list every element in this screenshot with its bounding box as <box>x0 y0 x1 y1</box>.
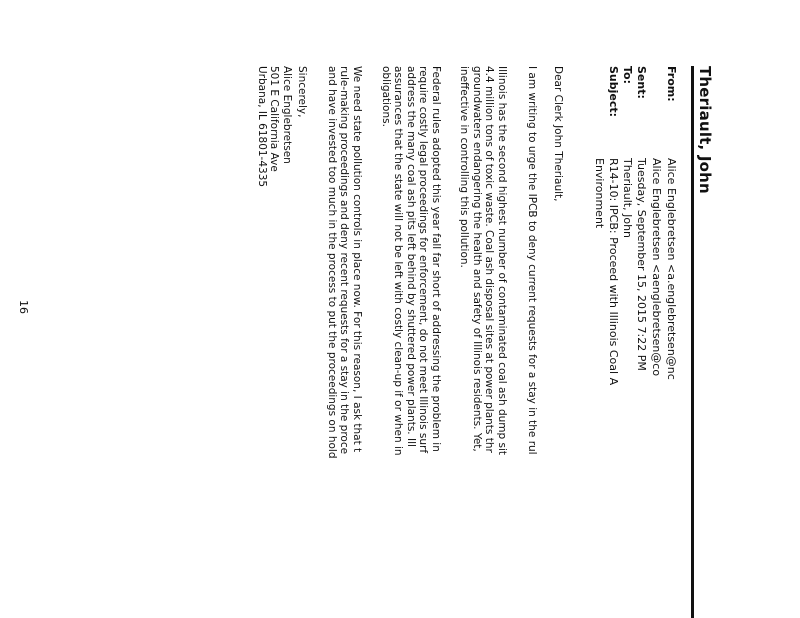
subject-value: R14-10: IPCB: Proceed with Illinois Coal A <box>607 158 620 386</box>
paragraph-3 <box>380 66 443 618</box>
signature-line: 501 E California Ave <box>268 66 281 172</box>
paragraph-line: and have invested too much in the process to put the proceedings on hold <box>326 66 338 459</box>
sent-label: Sent: <box>635 66 648 99</box>
paragraph-line: assurances that the state will not be left with costly clean-up if or when in <box>392 66 405 456</box>
to-label: To: <box>621 66 634 84</box>
paragraph-2 <box>458 66 508 618</box>
subject-value-2: Environment <box>593 158 606 229</box>
signature-block <box>256 66 294 618</box>
closing: Sincerely, <box>296 66 308 118</box>
paragraph-line: groundwaters endangering the health and safety of Illinois residents. Yet, <box>471 66 483 452</box>
paragraph-line: address the many coal ash pits left behind by shuttered power plants. Ill <box>405 66 417 447</box>
paragraph-line: ineffective in controlling this pollution. <box>458 66 471 268</box>
paragraph-line: require costly legal proceedings for enforcement, do not meet Illinois surf <box>417 66 430 454</box>
greeting: Dear Clerk John Theriault, <box>552 66 564 202</box>
paragraph-line: Federal rules adopted this year fall far short of addressing the problem in <box>430 66 442 452</box>
from-label: From: <box>665 66 678 102</box>
paragraph-line: obligations. <box>380 66 392 127</box>
to-value: Theriault, John <box>621 158 634 239</box>
from-value-2: Alice Englebretsen <aenglebretsen@co <box>650 158 663 377</box>
paragraph-line: Illinois has the second highest number of contaminated coal ash dump sit <box>496 66 508 456</box>
signature-line: Alice Englebretsen <box>281 66 293 164</box>
paragraph-line: 4.4 million tons of toxic waste. Coal ash disposal sites at power plants thr <box>483 66 496 453</box>
paragraph-1: I am writing to urge the IPCB to deny current requests for a stay in the rul <box>526 66 538 455</box>
page-number: 16 <box>17 300 30 314</box>
paragraph-line: rule-making proceedings and deny recent requests for a stay in the proce <box>338 66 351 455</box>
paragraph-4 <box>326 66 364 618</box>
sent-value: Tuesday, September 15, 2015 7:22 PM <box>635 158 648 371</box>
signature-line: Urbana, IL 61801-4335 <box>256 66 268 188</box>
recipient-name-heading: Theriault, John <box>696 66 714 194</box>
from-value: Alice Englebretsen <a.englebretsen@nc <box>665 158 678 380</box>
paragraph-line: We need state pollution controls in place now. For this reason, I ask that t <box>351 66 363 453</box>
subject-label: Subject: <box>607 66 620 118</box>
header-rule <box>691 66 694 618</box>
